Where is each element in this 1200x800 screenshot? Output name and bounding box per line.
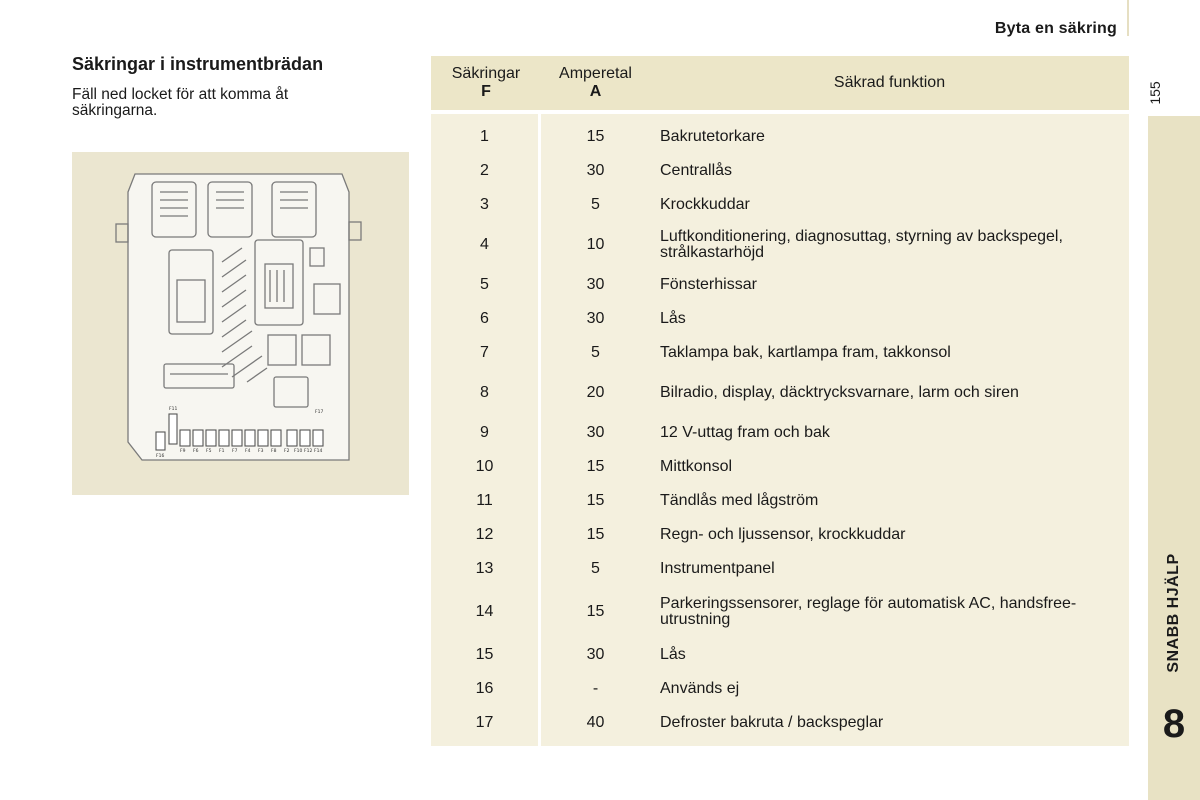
header-divider — [1127, 0, 1129, 36]
page-number: 155 — [1147, 81, 1163, 105]
table-row — [431, 302, 1129, 336]
fuse-number-cell: 16 — [431, 672, 541, 706]
fuse-number-cell: 6 — [431, 302, 541, 336]
fuse-number-cell: 8 — [431, 370, 541, 416]
table-row — [431, 188, 1129, 222]
function-cell: Krockkuddar — [650, 188, 1129, 222]
fuse-number-cell: 12 — [431, 518, 541, 552]
ampere-cell: 15 — [541, 484, 650, 518]
svg-text:F1: F1 — [219, 449, 225, 454]
function-cell: 12 V-uttag fram och bak — [650, 416, 1129, 450]
intro-text: Fäll ned locket för att komma åt säkringarna. — [72, 86, 289, 119]
header-function: Säkrad funktion — [650, 56, 1129, 114]
svg-text:F12: F12 — [304, 449, 313, 454]
function-cell: Centrallås — [650, 154, 1129, 188]
svg-text:F5: F5 — [206, 449, 212, 454]
fuse-number-cell: 4 — [431, 222, 541, 268]
fuse-number-cell: 3 — [431, 188, 541, 222]
table-row — [431, 552, 1129, 586]
svg-text:F2: F2 — [284, 449, 290, 454]
table-row — [431, 586, 1129, 638]
function-cell: Taklampa bak, kartlampa fram, takkonsol — [650, 336, 1129, 370]
fuse-number-cell: 2 — [431, 154, 541, 188]
fuse-number-cell: 11 — [431, 484, 541, 518]
fuse-box-diagram — [72, 152, 409, 495]
function-cell: Lås — [650, 302, 1129, 336]
function-cell: Bakrutetorkare — [650, 114, 1129, 154]
table-row — [431, 268, 1129, 302]
fuse-box-illustration — [72, 152, 409, 495]
ampere-cell: 30 — [541, 638, 650, 672]
ampere-cell: 5 — [541, 188, 650, 222]
table-row — [431, 518, 1129, 552]
svg-text:F11: F11 — [169, 407, 178, 412]
table-row — [431, 416, 1129, 450]
fuse-number-cell: 13 — [431, 552, 541, 586]
section-title: Säkringar i instrumentbrädan — [72, 54, 324, 74]
function-cell: Defroster bakruta / backspeglar — [650, 706, 1129, 746]
table-row — [431, 484, 1129, 518]
ampere-cell: 15 — [541, 450, 650, 484]
ampere-cell: 20 — [541, 370, 650, 416]
chapter-tab-text: SNABB HJÄLP — [1165, 553, 1182, 673]
function-cell: Tändlås med lågström — [650, 484, 1129, 518]
ampere-cell: 30 — [541, 268, 650, 302]
function-cell: Används ej — [650, 672, 1129, 706]
svg-text:F9: F9 — [180, 449, 186, 454]
svg-text:F14: F14 — [314, 449, 323, 454]
ampere-cell: 30 — [541, 154, 650, 188]
svg-text:F16: F16 — [156, 454, 165, 459]
ampere-cell: 5 — [541, 552, 650, 586]
ampere-cell: 15 — [541, 518, 650, 552]
ampere-cell: 40 — [541, 706, 650, 746]
fuse-number-cell: 14 — [431, 586, 541, 638]
chapter-number: 8 — [1162, 702, 1186, 746]
function-cell: Instrumentpanel — [650, 552, 1129, 586]
function-cell: Luftkonditionering, diagnosuttag, styrning av backspegel, strålkastarhöjd — [650, 222, 1129, 268]
svg-text:F4: F4 — [245, 449, 251, 454]
ampere-cell: 30 — [541, 302, 650, 336]
ampere-cell: 5 — [541, 336, 650, 370]
table-row — [431, 370, 1129, 416]
table-row — [431, 450, 1129, 484]
fuse-number-cell: 9 — [431, 416, 541, 450]
header-ampere: Amperetal A — [541, 56, 650, 114]
table-row — [431, 706, 1129, 746]
ampere-cell: 10 — [541, 222, 650, 268]
fuse-number-cell: 17 — [431, 706, 541, 746]
function-cell: Parkeringssensorer, reglage för automatisk AC, handsfree-utrustning — [650, 586, 1129, 638]
table-row — [431, 154, 1129, 188]
function-cell: Bilradio, display, däcktrycksvarnare, larm och siren — [650, 370, 1129, 416]
fuse-number-cell: 10 — [431, 450, 541, 484]
fuse-table — [431, 56, 1129, 746]
fuse-number-cell: 7 — [431, 336, 541, 370]
table-header-row — [431, 56, 1129, 114]
header-fuse: Säkringar F — [431, 56, 541, 114]
fuse-number-cell: 15 — [431, 638, 541, 672]
function-cell: Mittkonsol — [650, 450, 1129, 484]
function-cell: Regn- och ljussensor, krockkuddar — [650, 518, 1129, 552]
ampere-cell: - — [541, 672, 650, 706]
svg-text:F10: F10 — [294, 449, 303, 454]
ampere-cell: 15 — [541, 114, 650, 154]
function-cell: Lås — [650, 638, 1129, 672]
svg-text:F7: F7 — [232, 449, 238, 454]
table-row — [431, 638, 1129, 672]
table-row — [431, 222, 1129, 268]
svg-text:F8: F8 — [271, 449, 277, 454]
svg-text:F6: F6 — [193, 449, 199, 454]
fuse-number-cell: 1 — [431, 114, 541, 154]
fuse-number-cell: 5 — [431, 268, 541, 302]
svg-text:F17: F17 — [315, 410, 324, 415]
svg-text:F3: F3 — [258, 449, 264, 454]
function-cell: Fönsterhissar — [650, 268, 1129, 302]
table-row — [431, 336, 1129, 370]
table-row — [431, 114, 1129, 154]
ampere-cell: 30 — [541, 416, 650, 450]
running-header: Byta en säkring — [994, 20, 1117, 37]
ampere-cell: 15 — [541, 586, 650, 638]
table-row — [431, 672, 1129, 706]
